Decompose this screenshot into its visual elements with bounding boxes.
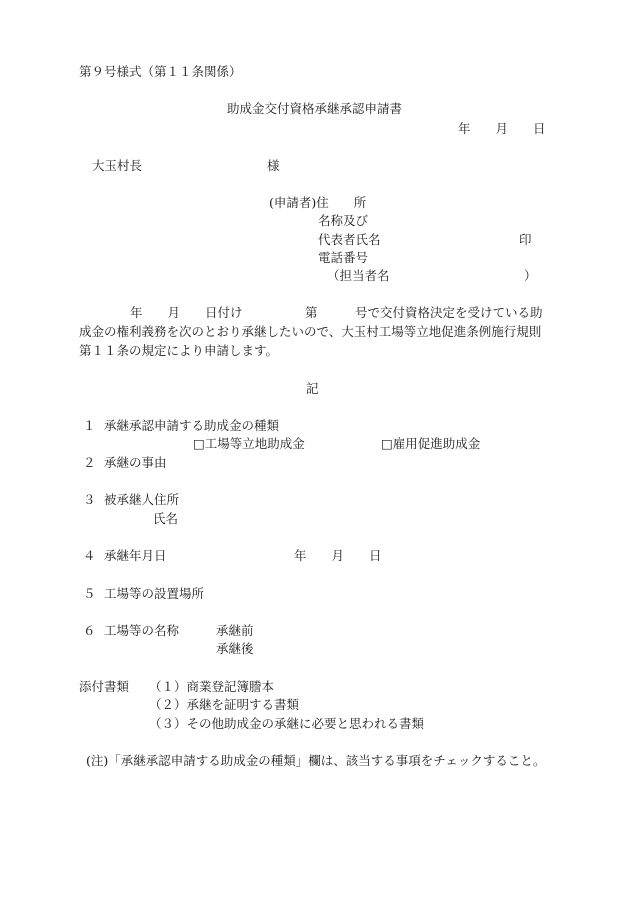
seal-mark: 印 [519,232,532,247]
item-5-label: 工場等の設置場所 [104,586,205,601]
date-line: 年 月 日 [458,121,546,136]
applicant-name-label: 名称及び [318,213,369,228]
contact-person-label: （担当者名 [327,268,390,283]
item-3-number: ３ [83,492,96,507]
attachment-1: （１）商業登記簿謄本 [149,679,275,694]
item-2-number: ２ [83,455,96,470]
option-factory-subsidy: □工場等立地助成金 [193,436,305,451]
item-4-date: 年 月 日 [294,548,382,563]
item-4-number: ４ [83,548,96,563]
option-employment-subsidy: □雇用促進助成金 [381,436,481,451]
document-title: 助成金交付資格承継承認申請書 [227,101,403,116]
body-line-2: 成金の権利義務を次のとおり承継したいので、大玉村工場等立地促進条例施行規則 [79,324,542,339]
body-line-3: 第１１条の規定により申請します。 [79,343,279,358]
item-3-name-label: 氏名 [153,511,179,526]
item-6-label: 工場等の名称 [104,623,180,638]
item-6-before-label: 承継前 [216,623,254,638]
item-6-after-label: 承継後 [216,641,254,656]
representative-name-label: 代表者氏名 [318,232,381,247]
attachment-2: （２）承継を証明する書類 [149,697,300,712]
footnote: (注)「承継承認申請する助成金の種類」欄は、該当する事項をチェックすること。 [86,753,546,768]
ki-heading: 記 [306,381,319,396]
item-5-number: ５ [83,586,96,601]
item-3-label: 被承継人住所 [104,492,180,507]
attachment-3: （３）その他助成金の承継に必要と思われる書類 [149,716,425,731]
body-line-1: 年 月 日付け 第 号で交付資格決定を受けている助 [130,305,543,320]
attachments-label: 添付書類 [79,679,130,694]
item-4-label: 承継年月日 [104,548,167,563]
contact-person-close: ） [524,268,537,283]
addressee: 大玉村長 様 [92,158,280,173]
phone-number-label: 電話番号 [318,250,369,265]
form-number: 第９号様式（第１１条関係） [79,64,242,79]
item-6-number: ６ [83,623,96,638]
item-2-label: 承継の事由 [104,455,167,470]
applicant-address-label: (申請者)住 所 [269,195,367,210]
item-1-number: １ [83,418,96,433]
item-1-label: 承継承認申請する助成金の種類 [104,418,280,433]
